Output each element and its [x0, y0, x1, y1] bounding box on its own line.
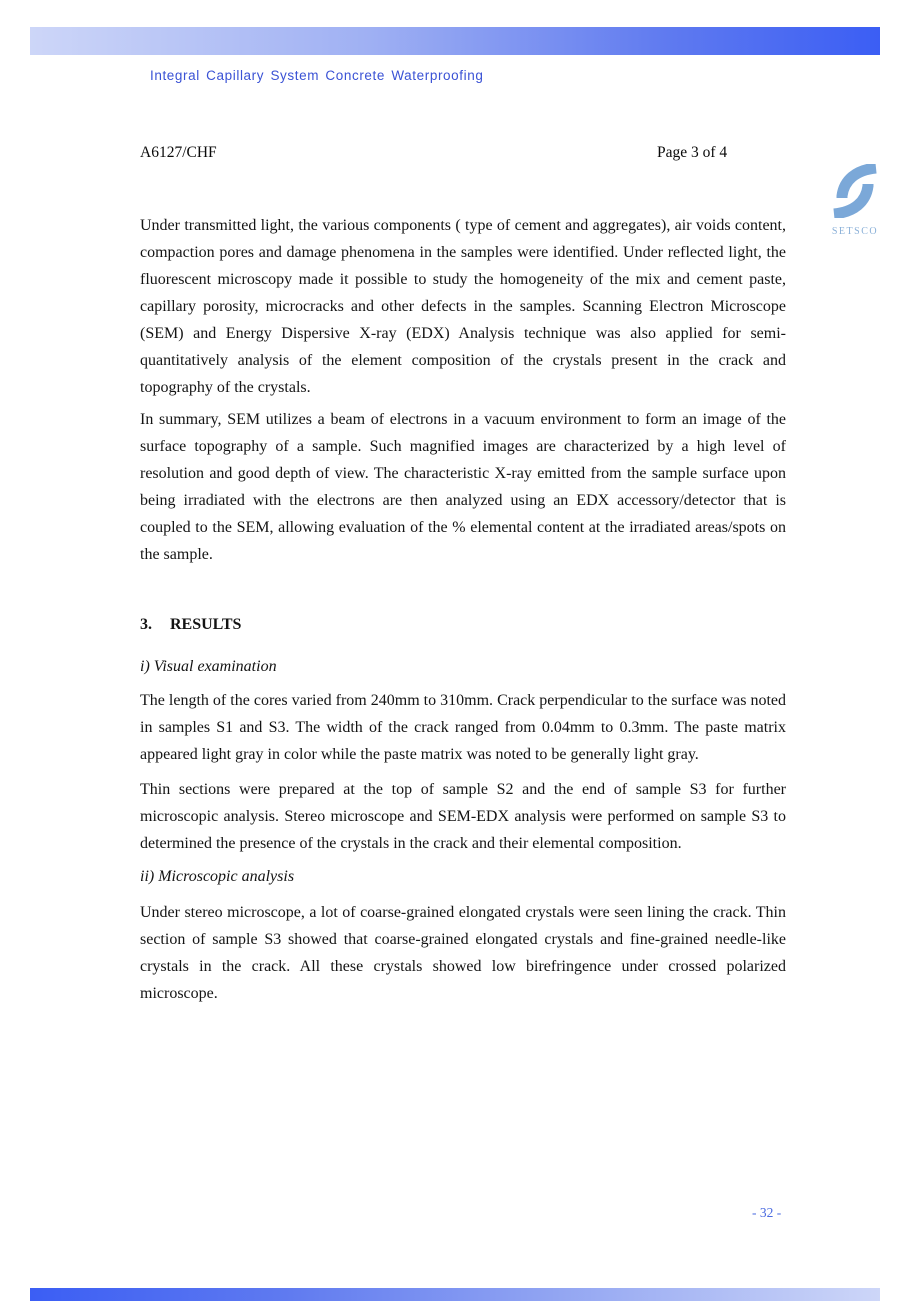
section-heading-number: 3.	[140, 616, 152, 633]
document-body	[140, 212, 786, 1007]
body-paragraph-4: Thin sections were prepared at the top of sample S2 and the end of sample S3 for further microscopic analysis. Stereo microscope and SEM-EDX analysis were performed on sample S3 to determined the presence of the crystals in the crack and their elemental composition.	[140, 781, 786, 852]
body-paragraph-1: Under transmitted light, the various components ( type of cement and aggregates), air voids content, compaction pores and damage phenomena in the samples were identified. Under reflected light, the fluorescent microscopy made it possible to study the homogeneity of the mix and cement paste, capillary porosity, microcracks and other defects in the samples. Scanning Electron Microscope (SEM) and Energy Dispersive X-ray (EDX) Analysis technique was also applied for semi-quantitatively analysis of the element composition of the crystals present in the crack and topography of the crystals.	[140, 217, 786, 396]
section-heading-title: RESULTS	[170, 616, 242, 633]
setsco-logo-text: SETSCO	[831, 226, 879, 237]
footer-page-number: - 32 -	[752, 1205, 782, 1220]
s-swoosh-icon	[830, 164, 880, 218]
footer-banner-bar	[30, 1288, 880, 1301]
section-heading-results	[140, 613, 786, 637]
page-indicator: Page 3 of 4	[657, 144, 728, 161]
subsection-heading-microscopic-analysis: ii) Microscopic analysis	[140, 868, 295, 885]
document-reference: A6127/CHF	[140, 144, 217, 161]
body-paragraph-2: In summary, SEM utilizes a beam of electrons in a vacuum environment to form an image of the surface topography of a sample. Such magnified images are characterized by a high level of resolution and good depth of view. The characteristic X-ray emitted from the sample surface upon being irradiated with the electrons are then analyzed using an EDX accessory/detector that is coupled to the SEM, allowing evaluation of the % elemental content at the irradiated areas/spots on the sample.	[140, 411, 786, 563]
setsco-logo	[827, 164, 883, 237]
body-paragraph-3: The length of the cores varied from 240mm to 310mm. Crack perpendicular to the surface was noted in samples S1 and S3. The width of the crack ranged from 0.04mm to 0.3mm. The paste matrix appeared light gray in color while the paste matrix was noted to be generally light gray.	[140, 692, 786, 763]
banner-title: Integral Capillary System Concrete Waterproofing	[150, 68, 484, 83]
body-paragraph-5: Under stereo microscope, a lot of coarse-grained elongated crystals were seen lining the crack. Thin section of sample S3 showed that coarse-grained elongated crystals and fine-grained needle-like crystals in the crack. All these crystals showed low birefringence under crossed polarized microscope.	[140, 904, 786, 1002]
header-banner-bar	[30, 27, 880, 55]
subsection-heading-visual-examination: i) Visual examination	[140, 658, 277, 675]
